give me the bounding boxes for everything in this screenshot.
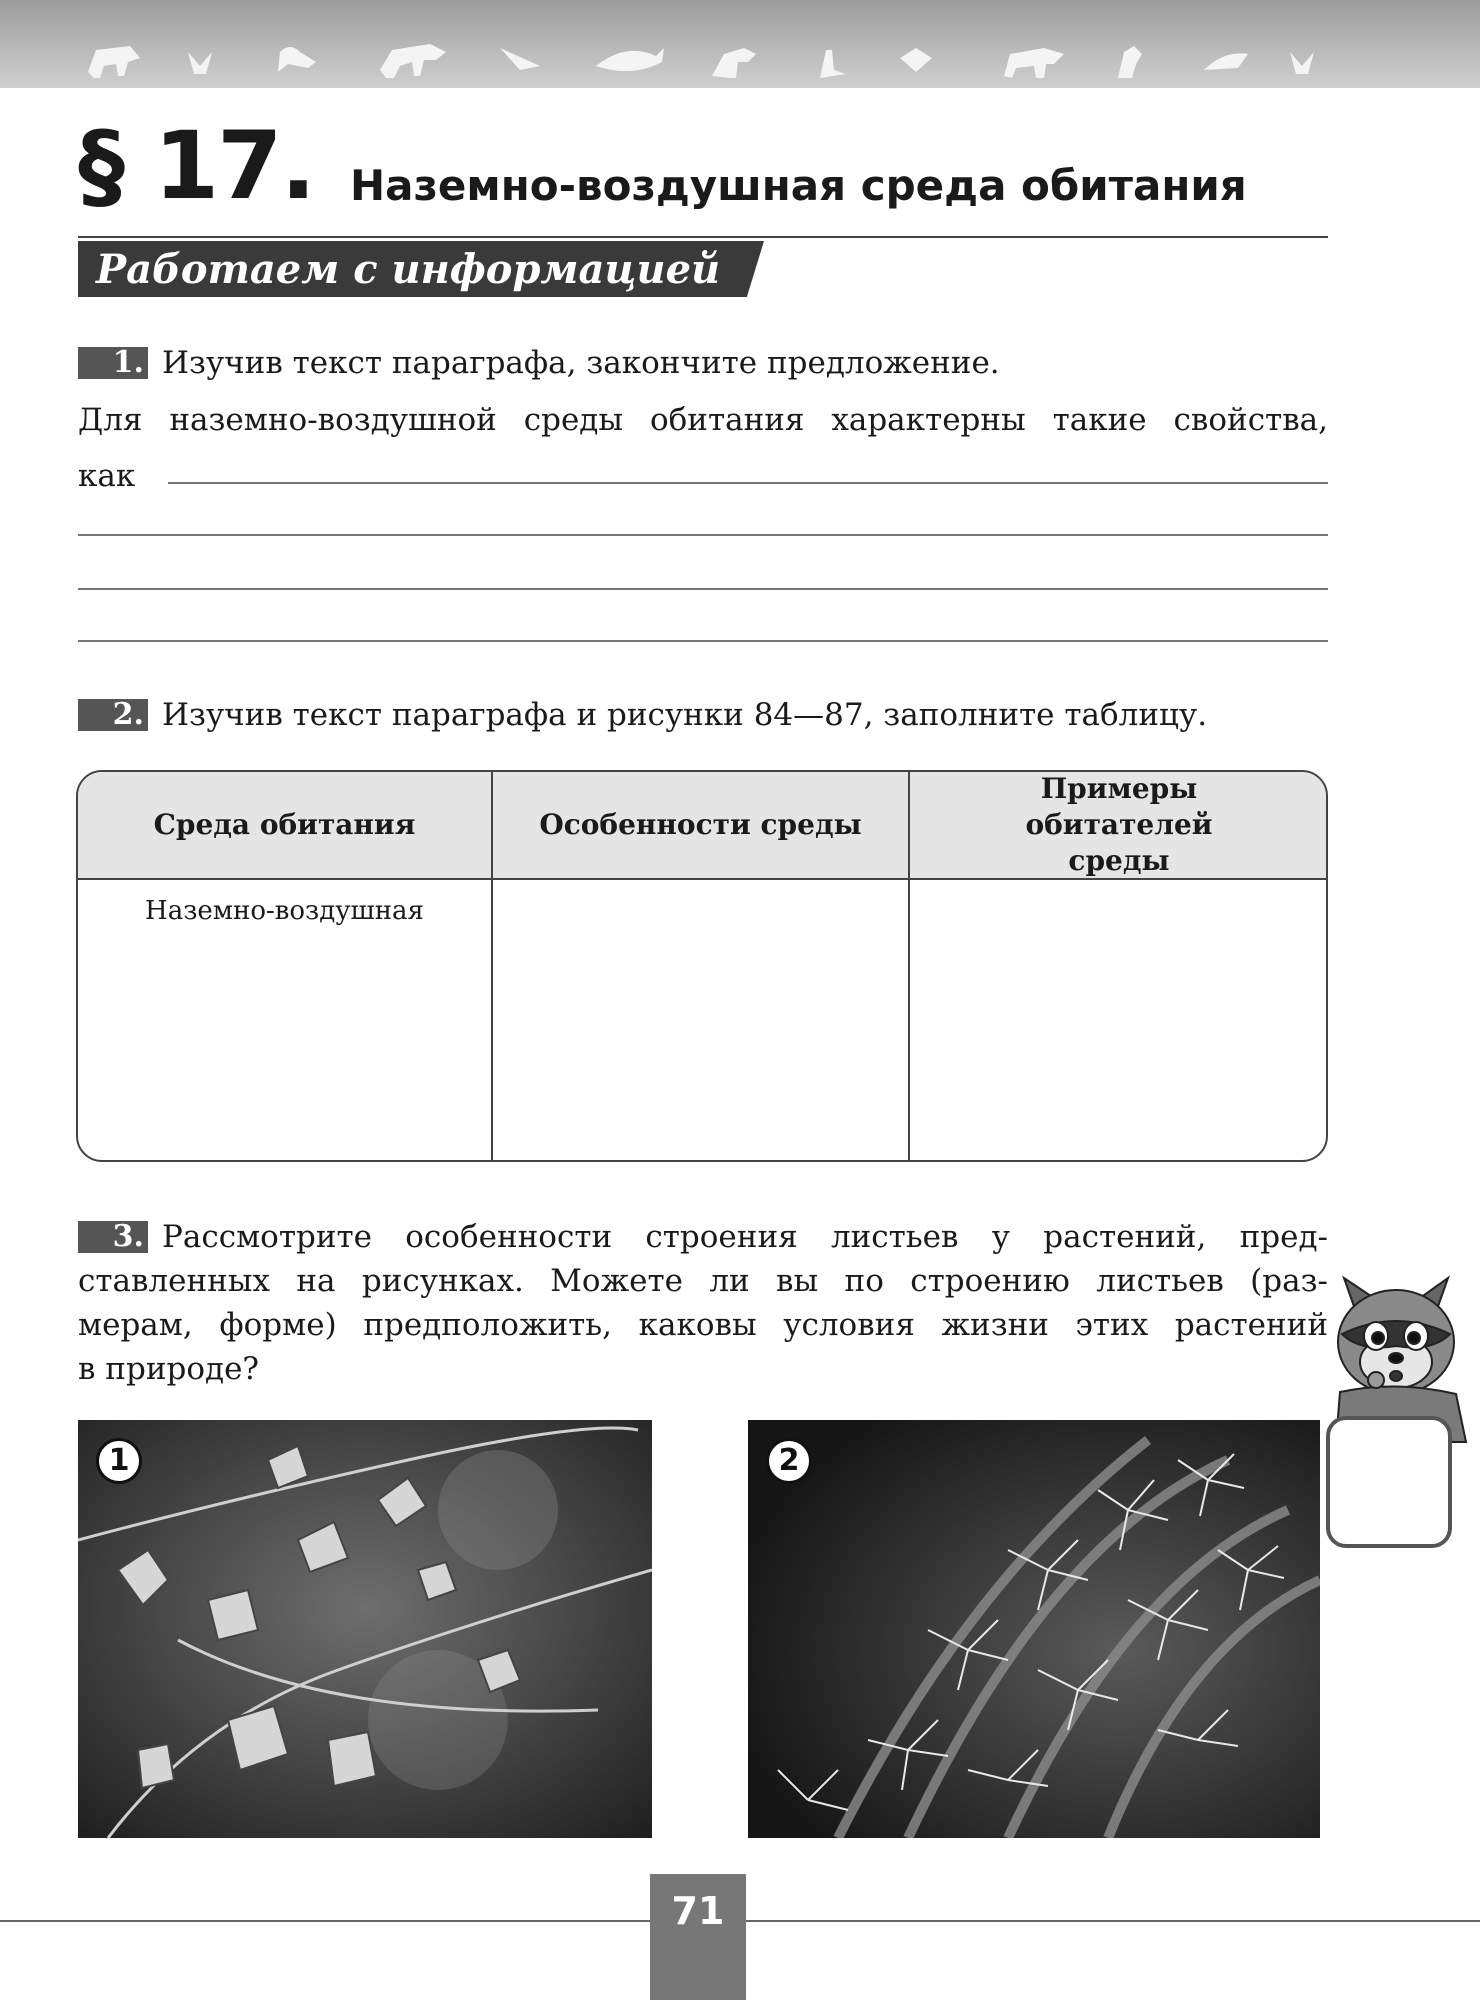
cactus-image [748,1420,1320,1838]
task3-line-3: мерам, форме) предположить, каковы условия жизни этих растений [78,1307,1328,1343]
task-number-1: 1. [78,347,148,379]
photo-label-2: 2 [766,1438,812,1484]
answer-line-2[interactable] [78,534,1328,536]
table-cell-features[interactable] [493,896,908,1146]
task3-line-4: в природе? [78,1351,260,1387]
task3-line-2: ставленных на рисунках. Можете ли вы по строению листьев (раз- [78,1263,1328,1299]
task1-sentence-line2: как [78,458,136,494]
table-header-habitat: Среда обитания [153,808,416,841]
section-label: Работаем с информацией [96,246,721,293]
raccoon-mascot-icon [1316,1272,1480,1552]
task-number-3: 3. [78,1221,148,1253]
animal-silhouettes-icon [0,0,1480,88]
table-header-features: Особенности среды [539,808,862,841]
task1-sentence-line1: Для наземно-воздушной среды обитания характерны такие свойства, [78,402,1328,438]
photo-label-1: 1 [96,1438,142,1484]
paragraph-number: § 17. [78,112,315,221]
page-title: Наземно-воздушная среда обитания [350,161,1247,210]
answer-line-1[interactable] [168,482,1328,484]
table-cell-habitat: Наземно-воздушная [145,896,424,926]
answer-line-3[interactable] [78,588,1328,590]
page-number: 71 [671,1889,725,1933]
task3-line-1: Рассмотрите особенности строения листьев у растений, пред- [162,1219,1328,1255]
photo-cactus [748,1420,1320,1838]
task-number-2: 2. [78,699,148,731]
birch-leaves-image [78,1420,652,1838]
answer-line-4[interactable] [78,640,1328,642]
table-cell-examples[interactable] [910,896,1328,1146]
task1-instruction: Изучив текст параграфа, закончите предложение. [162,345,1000,381]
task2-instruction: Изучив текст параграфа и рисунки 84—87, заполните таблицу. [162,697,1208,733]
table-header-examples: Примеры обитателей среды [1025,772,1213,877]
habitat-table [76,770,1328,1162]
heading-divider [78,236,1328,238]
top-decorative-band [0,0,1480,88]
photo-birch-leaves [78,1420,652,1838]
